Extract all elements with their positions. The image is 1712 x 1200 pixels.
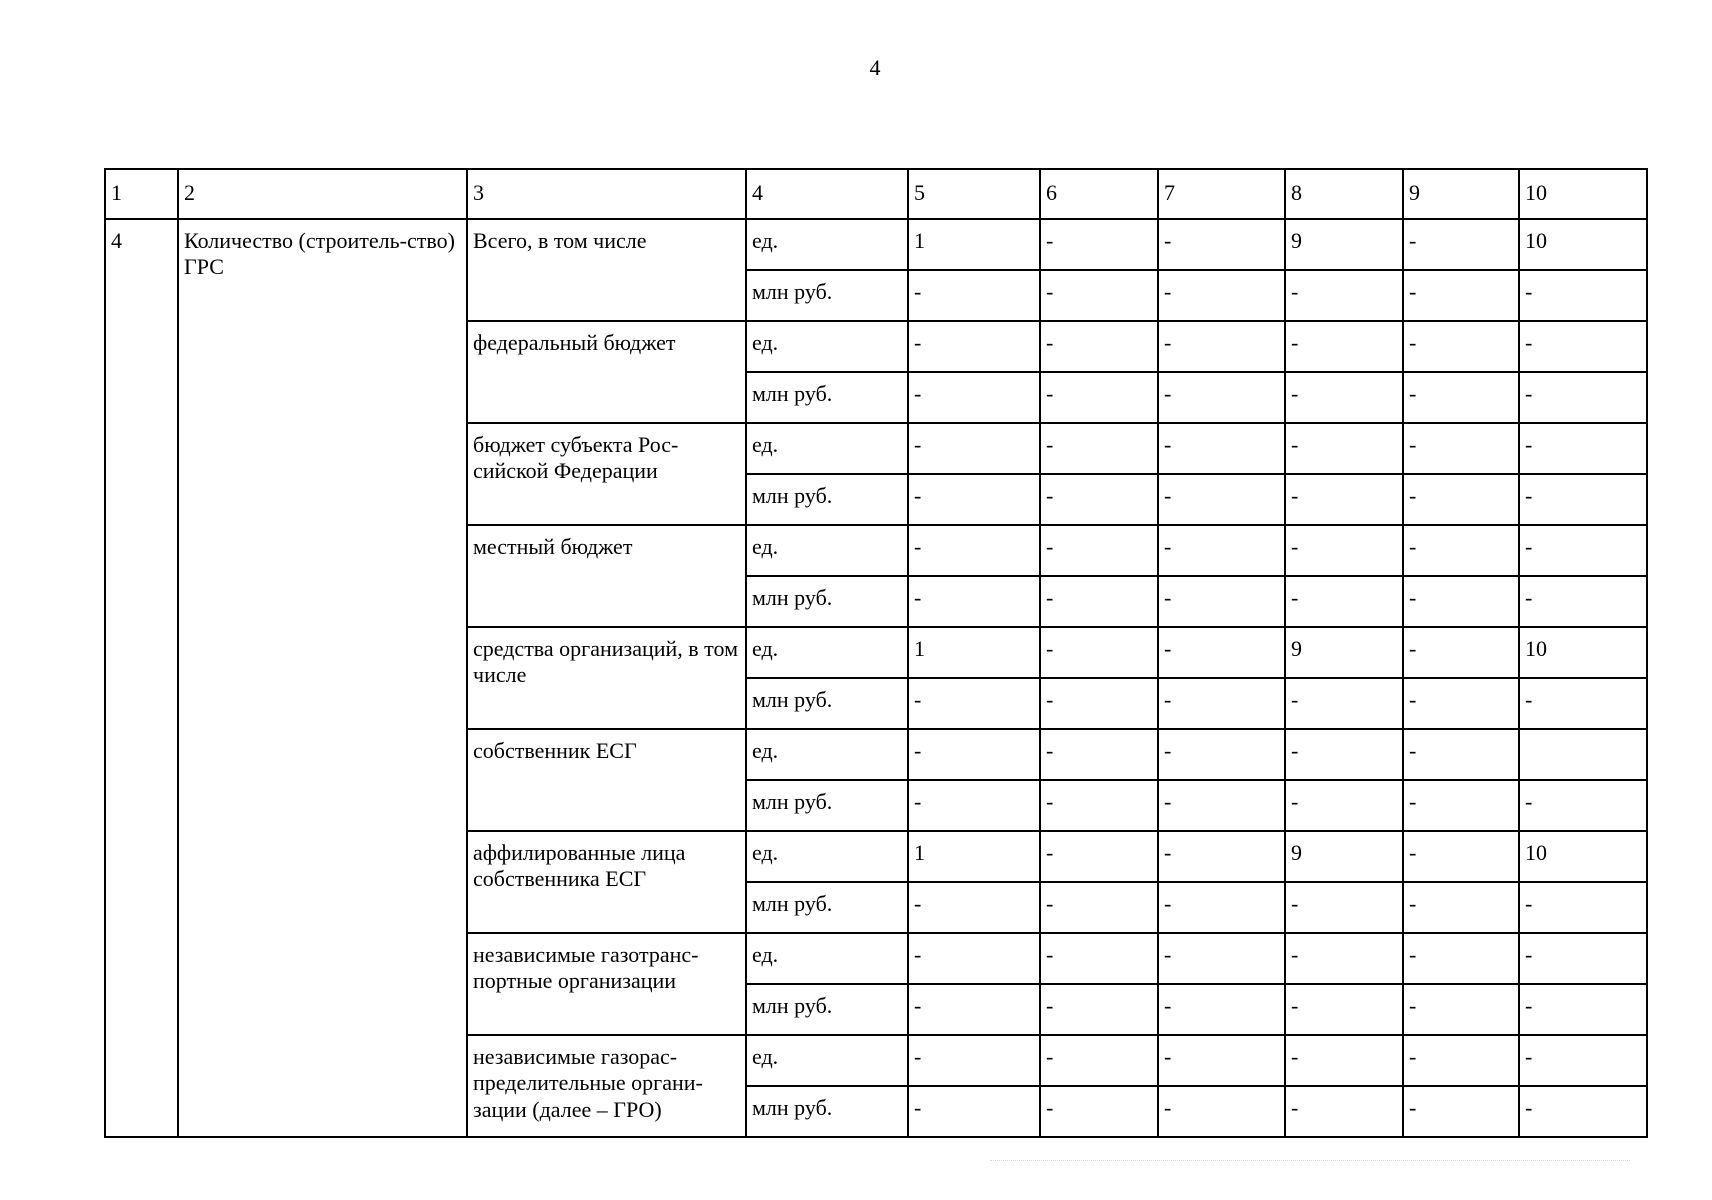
value-cell: - — [1158, 984, 1285, 1035]
unit-cell: ед. — [746, 831, 908, 882]
value-cell: - — [1403, 372, 1519, 423]
value-cell: - — [1158, 780, 1285, 831]
unit-cell: млн руб. — [746, 984, 908, 1035]
value-cell: - — [908, 474, 1040, 525]
value-cell: - — [1040, 525, 1158, 576]
unit-cell: ед. — [746, 627, 908, 678]
value-cell: - — [1403, 984, 1519, 1035]
header-cell: 8 — [1285, 169, 1403, 219]
value-cell: 9 — [1285, 627, 1403, 678]
value-cell: - — [1285, 474, 1403, 525]
value-cell: - — [1285, 780, 1403, 831]
unit-cell: ед. — [746, 219, 908, 270]
table-header-row — [105, 169, 1647, 219]
header-cell: 2 — [178, 169, 467, 219]
value-cell: - — [1040, 423, 1158, 474]
value-cell: - — [1519, 984, 1647, 1035]
value-cell: - — [1519, 780, 1647, 831]
unit-cell: ед. — [746, 1035, 908, 1086]
value-cell: - — [1403, 270, 1519, 321]
value-cell: - — [1040, 1086, 1158, 1137]
value-cell: - — [908, 678, 1040, 729]
value-cell: - — [1403, 1035, 1519, 1086]
value-cell: - — [1403, 780, 1519, 831]
value-cell: 9 — [1285, 831, 1403, 882]
value-cell: - — [1158, 933, 1285, 984]
value-cell: - — [908, 423, 1040, 474]
value-cell: - — [1158, 576, 1285, 627]
unit-cell: млн руб. — [746, 882, 908, 933]
value-cell: - — [1040, 576, 1158, 627]
value-cell: - — [1403, 576, 1519, 627]
value-cell: - — [1158, 678, 1285, 729]
value-cell: - — [1158, 525, 1285, 576]
value-cell: - — [1040, 474, 1158, 525]
header-cell: 9 — [1403, 169, 1519, 219]
value-cell: - — [1285, 933, 1403, 984]
value-cell: 10 — [1519, 831, 1647, 882]
value-cell: - — [1519, 576, 1647, 627]
unit-cell: млн руб. — [746, 576, 908, 627]
row-number-cell: 4 — [105, 219, 178, 1137]
unit-cell: ед. — [746, 729, 908, 780]
funding-source-cell: собственник ЕСГ — [467, 729, 746, 831]
value-cell: - — [1040, 270, 1158, 321]
value-cell: - — [908, 729, 1040, 780]
unit-cell: млн руб. — [746, 1086, 908, 1137]
value-cell: - — [1403, 474, 1519, 525]
value-cell: - — [1040, 831, 1158, 882]
value-cell: - — [1285, 1035, 1403, 1086]
value-cell: - — [1040, 984, 1158, 1035]
value-cell: - — [1403, 627, 1519, 678]
value-cell: - — [1285, 882, 1403, 933]
value-cell: - — [1403, 678, 1519, 729]
unit-cell: ед. — [746, 933, 908, 984]
header-cell: 5 — [908, 169, 1040, 219]
value-cell: - — [1040, 627, 1158, 678]
value-cell: - — [1403, 219, 1519, 270]
value-cell: - — [1403, 729, 1519, 780]
value-cell: - — [1519, 321, 1647, 372]
indicator-cell: Количество (строитель-ство) ГРС — [178, 219, 467, 1137]
unit-cell: млн руб. — [746, 474, 908, 525]
table-body — [105, 169, 1647, 1137]
value-cell: - — [1158, 882, 1285, 933]
value-cell: - — [1158, 627, 1285, 678]
value-cell: - — [1040, 372, 1158, 423]
value-cell: - — [1040, 729, 1158, 780]
value-cell: - — [908, 1086, 1040, 1137]
value-cell: 9 — [1285, 219, 1403, 270]
value-cell — [1519, 729, 1647, 780]
scan-artifact-line — [990, 1160, 1630, 1161]
value-cell: - — [908, 525, 1040, 576]
value-cell: 10 — [1519, 627, 1647, 678]
value-cell: - — [1285, 372, 1403, 423]
value-cell: - — [908, 576, 1040, 627]
unit-cell: млн руб. — [746, 372, 908, 423]
value-cell: - — [1040, 1035, 1158, 1086]
value-cell: - — [908, 321, 1040, 372]
value-cell: - — [1285, 984, 1403, 1035]
value-cell: - — [1519, 933, 1647, 984]
value-cell: 1 — [908, 831, 1040, 882]
value-cell: - — [1158, 474, 1285, 525]
value-cell: - — [1519, 270, 1647, 321]
value-cell: - — [1285, 525, 1403, 576]
value-cell: - — [1519, 372, 1647, 423]
value-cell: - — [1158, 831, 1285, 882]
value-cell: - — [1403, 882, 1519, 933]
value-cell: - — [1519, 423, 1647, 474]
value-cell: - — [908, 372, 1040, 423]
value-cell: - — [1519, 474, 1647, 525]
value-cell: - — [1040, 882, 1158, 933]
value-cell: - — [1040, 678, 1158, 729]
value-cell: - — [908, 270, 1040, 321]
value-cell: - — [1519, 1035, 1647, 1086]
funding-source-cell: бюджет субъекта Рос-сийской Федерации — [467, 423, 746, 525]
value-cell: - — [1158, 219, 1285, 270]
value-cell: - — [1403, 831, 1519, 882]
value-cell: - — [1040, 933, 1158, 984]
value-cell: - — [1158, 321, 1285, 372]
value-cell: - — [1285, 321, 1403, 372]
value-cell: - — [1040, 321, 1158, 372]
funding-source-cell: независимые газотранс-портные организации — [467, 933, 746, 1035]
value-cell: - — [1519, 525, 1647, 576]
value-cell: - — [908, 933, 1040, 984]
value-cell: - — [1158, 423, 1285, 474]
value-cell: - — [908, 780, 1040, 831]
value-cell: - — [1403, 321, 1519, 372]
header-cell: 10 — [1519, 169, 1647, 219]
value-cell: - — [1158, 1035, 1285, 1086]
value-cell: - — [1158, 372, 1285, 423]
value-cell: - — [1519, 882, 1647, 933]
value-cell: - — [1285, 1086, 1403, 1137]
value-cell: - — [1285, 678, 1403, 729]
value-cell: - — [908, 1035, 1040, 1086]
table-row — [105, 219, 1647, 270]
funding-source-cell: средства организаций, в том числе — [467, 627, 746, 729]
header-cell: 3 — [467, 169, 746, 219]
value-cell: - — [1158, 1086, 1285, 1137]
value-cell: - — [1519, 1086, 1647, 1137]
header-cell: 4 — [746, 169, 908, 219]
value-cell: - — [1403, 525, 1519, 576]
value-cell: - — [1158, 270, 1285, 321]
value-cell: - — [1403, 1086, 1519, 1137]
unit-cell: ед. — [746, 525, 908, 576]
value-cell: - — [1403, 933, 1519, 984]
value-cell: - — [1285, 423, 1403, 474]
unit-cell: млн руб. — [746, 270, 908, 321]
value-cell: - — [908, 984, 1040, 1035]
data-table — [104, 168, 1648, 1138]
value-cell: - — [908, 882, 1040, 933]
funding-source-cell: федеральный бюджет — [467, 321, 746, 423]
unit-cell: ед. — [746, 423, 908, 474]
value-cell: 1 — [908, 627, 1040, 678]
header-cell: 1 — [105, 169, 178, 219]
unit-cell: млн руб. — [746, 678, 908, 729]
value-cell: 10 — [1519, 219, 1647, 270]
value-cell: - — [1519, 678, 1647, 729]
value-cell: - — [1040, 219, 1158, 270]
funding-source-cell: местный бюджет — [467, 525, 746, 627]
funding-source-cell: Всего, в том числе — [467, 219, 746, 321]
value-cell: - — [1285, 576, 1403, 627]
value-cell: - — [1403, 423, 1519, 474]
page-number: 4 — [869, 55, 881, 80]
funding-source-cell: независимые газорас-пределительные органи-зации (далее – ГРО) — [467, 1035, 746, 1137]
value-cell: - — [1285, 729, 1403, 780]
header-cell: 7 — [1158, 169, 1285, 219]
value-cell: - — [1040, 780, 1158, 831]
unit-cell: ед. — [746, 321, 908, 372]
value-cell: 1 — [908, 219, 1040, 270]
value-cell: - — [1285, 270, 1403, 321]
header-cell: 6 — [1040, 169, 1158, 219]
funding-source-cell: аффилированные лица собственника ЕСГ — [467, 831, 746, 933]
value-cell: - — [1158, 729, 1285, 780]
unit-cell: млн руб. — [746, 780, 908, 831]
